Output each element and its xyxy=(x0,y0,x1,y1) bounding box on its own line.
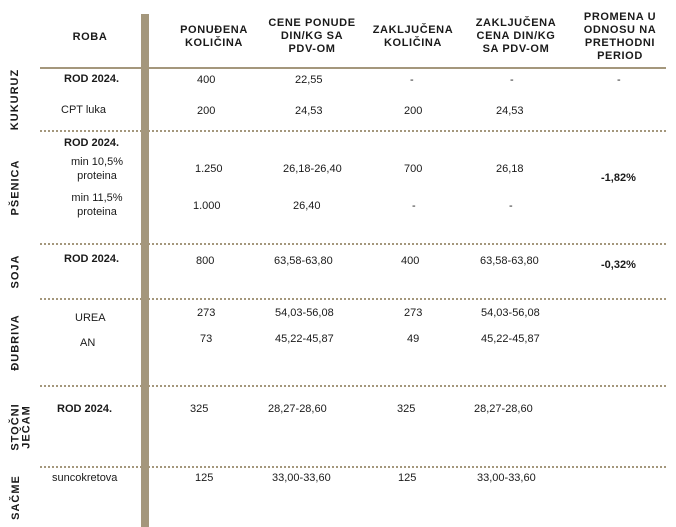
cell-promena: -1,82% xyxy=(601,172,636,184)
section-divider-sacme xyxy=(40,466,666,468)
category-soja: SOJA xyxy=(9,254,22,289)
cell-zakljucena-cena: - xyxy=(510,74,514,86)
cell-ponudjena: 800 xyxy=(196,255,215,267)
row-label: AN xyxy=(80,337,96,349)
vertical-divider xyxy=(141,14,149,527)
row-label: suncokretova xyxy=(52,472,118,484)
cell-zakljucena-kolicina: 200 xyxy=(404,105,423,117)
cell-cena: 26,40 xyxy=(293,200,321,212)
cell-zakljucena-kolicina: 700 xyxy=(404,163,423,175)
category-stocni-jecam: STOČNI JEČAM xyxy=(10,402,34,451)
cell-cena: 54,03-56,08 xyxy=(275,307,334,319)
cell-zakljucena-kolicina: - xyxy=(412,200,416,212)
cell-cena: 24,53 xyxy=(295,105,323,117)
section-divider-psenica xyxy=(40,130,666,132)
header-divider xyxy=(40,67,666,69)
category-kukuruz: KUKURUZ xyxy=(9,68,22,131)
row-label: min 11,5% proteina xyxy=(71,192,123,218)
header-zakljucena-kolicina: ZAKLJUČENA KOLIČINA xyxy=(372,24,454,49)
header-promena: PROMENA U ODNOSU NA PRETHODNI PERIOD xyxy=(583,11,657,62)
cell-zakljucena-kolicina: 49 xyxy=(407,333,420,345)
header-cene-ponude: CENE PONUDE DIN/KG SA PDV-OM xyxy=(268,17,356,55)
category-djubriva: ĐUBRIVA xyxy=(9,314,22,371)
row-label: ROD 2024. xyxy=(64,73,120,85)
cell-zakljucena-cena: 28,27-28,60 xyxy=(474,403,533,415)
cell-cena: 22,55 xyxy=(295,74,323,86)
cell-zakljucena-cena: 33,00-33,60 xyxy=(477,472,536,484)
category-sacme: SAČME xyxy=(9,475,22,520)
section-divider-stocni xyxy=(40,385,666,387)
cell-zakljucena-cena: 26,18 xyxy=(496,163,524,175)
cell-promena: -0,32% xyxy=(601,259,636,271)
section-divider-djubriva xyxy=(40,298,666,300)
cell-ponudjena: 400 xyxy=(197,74,216,86)
cell-ponudjena: 200 xyxy=(197,105,216,117)
cell-zakljucena-cena: 24,53 xyxy=(496,105,524,117)
header-ponudjena-kolicina: PONUĐENA KOLIČINA xyxy=(180,24,248,49)
cell-promena: - xyxy=(617,74,621,86)
cell-zakljucena-cena: 63,58-63,80 xyxy=(480,255,539,267)
cell-zakljucena-kolicina: 273 xyxy=(404,307,423,319)
cell-zakljucena-kolicina: 125 xyxy=(398,472,417,484)
row-label: ROD 2024. xyxy=(64,137,120,149)
row-label: ROD 2024. xyxy=(64,253,120,265)
cell-ponudjena: 273 xyxy=(197,307,216,319)
header-zakljucena-cena: ZAKLJUČENA CENA DIN/KG SA PDV-OM xyxy=(475,17,557,55)
header-roba: ROBA xyxy=(72,31,108,43)
cell-cena: 63,58-63,80 xyxy=(274,255,333,267)
cell-cena: 45,22-45,87 xyxy=(275,333,334,345)
cell-cena: 28,27-28,60 xyxy=(268,403,327,415)
cell-zakljucena-kolicina: - xyxy=(410,74,414,86)
cell-ponudjena: 125 xyxy=(195,472,214,484)
category-psenica: PŠENICA xyxy=(9,159,22,216)
cell-ponudjena: 73 xyxy=(200,333,213,345)
cell-zakljucena-cena: 45,22-45,87 xyxy=(481,333,540,345)
row-label: min 10,5% proteina xyxy=(71,156,123,182)
cell-ponudjena: 1.000 xyxy=(193,200,221,212)
row-label: UREA xyxy=(75,312,106,324)
cell-zakljucena-cena: - xyxy=(509,200,513,212)
section-divider-soja xyxy=(40,243,666,245)
cell-zakljucena-kolicina: 325 xyxy=(397,403,416,415)
cell-ponudjena: 325 xyxy=(190,403,209,415)
cell-zakljucena-kolicina: 400 xyxy=(401,255,420,267)
row-label: CPT luka xyxy=(61,104,107,116)
cell-ponudjena: 1.250 xyxy=(195,163,223,175)
row-label: ROD 2024. xyxy=(57,403,113,415)
cell-zakljucena-cena: 54,03-56,08 xyxy=(481,307,540,319)
cell-cena: 33,00-33,60 xyxy=(272,472,331,484)
cell-cena: 26,18-26,40 xyxy=(283,163,342,175)
